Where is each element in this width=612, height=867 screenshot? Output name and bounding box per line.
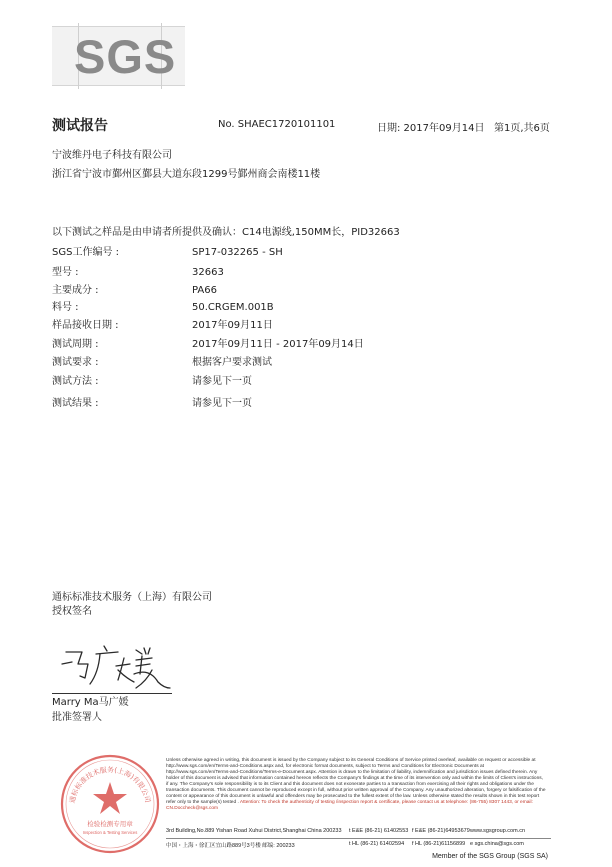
- page-indicator: 第1页,共6页: [494, 123, 550, 134]
- sample-intro: 以下测试之样品是由申请者所提供及确认：C14电源线,150MM长，PID32663: [52, 227, 400, 238]
- field-label: 测试要求 :: [52, 357, 99, 368]
- field-label: 样品接收日期 :: [52, 320, 119, 331]
- field-value: 32663: [192, 267, 224, 278]
- signer-title: 批准签署人: [52, 712, 102, 723]
- field-value: 请参见下一页: [192, 376, 252, 387]
- stamp-en-text: Inspection & Testing Services: [82, 830, 138, 835]
- fax-hl: f HL (86-21)61156899: [412, 841, 466, 847]
- tel-hl: t HL (86-21) 61402594: [349, 841, 405, 847]
- footer-disclaimer: [166, 758, 546, 812]
- authorized-signature-label: 授权签名: [52, 606, 92, 617]
- report-number: No. SHAEC1720101101: [218, 119, 336, 130]
- email: e sgs.china@sgs.com: [470, 841, 524, 847]
- field-value: PA66: [192, 285, 217, 296]
- address-cn: 中国・上海・徐汇区宜山路889号3号楼 邮编: 200233: [166, 843, 295, 849]
- handwritten-signature: [52, 640, 172, 692]
- stamp-arc-text: 通标标准技术服务(上海)有限公司: [68, 765, 152, 804]
- website: www.sgsgroup.com.cn: [470, 828, 526, 834]
- footer-rule: [166, 838, 551, 839]
- sgs-member-note: Member of the SGS Group (SGS SA): [432, 853, 548, 860]
- field-value: 请参见下一页: [192, 398, 252, 409]
- field-label: 测试周期 :: [52, 339, 99, 350]
- field-label: 主要成分 :: [52, 285, 99, 296]
- client-address: 浙江省宁波市鄞州区鄞县大道东段1299号鄞州商会南楼11楼: [52, 169, 321, 180]
- client-name: 宁波维丹电子科技有限公司: [52, 150, 172, 161]
- official-stamp-seal: [58, 752, 162, 856]
- field-value: SP17-032265 - SH: [192, 247, 283, 258]
- field-label: 型号 :: [52, 267, 79, 278]
- field-label: 测试结果 :: [52, 398, 99, 409]
- sgs-logo: [52, 26, 185, 86]
- disclaimer-text: Unless otherwise agreed in writing, this document is issued by the Company subject to its General Conditions of Service printed overleaf, available on request or accessible at http://www.sgs.com/en/Terms-and-Conditions.aspx and, for electronic format documents, subject to Terms and Conditions for Electronic Documents at http://www.sgs.com/en/Terms-and-Conditions/Terms-e-Document.aspx. Attention is drawn to the limitation of liability, indemnification and jurisdiction issues defined therein. Any holder of this document is advised that information contained hereon reflects the Company's findings at the time of its intervention only and within the limits of Client's instructions, if any. The Company's sole responsibility is to its Client and this document does not exonerate parties to a transaction from exercising all their rights and obligations under the transaction documents. This document cannot be reproduced except in full, without prior written approval of the Company. Any unauthorized alteration, forgery or falsification of the content or appearance of this document is unlawful and offenders may be prosecuted to the fullest extent of the law. Unless otherwise stated the results shown in this test report refer only to the sample(s) tested .: [166, 758, 546, 805]
- logo-text: SGS: [74, 30, 177, 83]
- report-date: 日期: 2017年09月14日: [377, 123, 485, 134]
- field-label: 料号 :: [52, 302, 79, 313]
- field-label: 测试方法 :: [52, 376, 99, 387]
- field-value: 50.CRGEM.001B: [192, 302, 274, 313]
- field-label: SGS工作编号 :: [52, 247, 119, 258]
- field-value: 2017年09月11日: [192, 320, 273, 331]
- field-value: 2017年09月11日 - 2017年09月14日: [192, 339, 364, 350]
- authenticity-attention: Attention: To check the authenticity of testing /inspection report & certificate, please contact us at telephone: (86-755) 8307 1443, or email: CN.Doccheck@sgs.com: [166, 800, 533, 811]
- address-en: 3rd Building,No.889 Yishan Road Xuhui District,Shanghai China 200233: [166, 828, 342, 834]
- signer-name: Marry Ma马广媛: [52, 697, 129, 708]
- stamp-center-text: 检验检测专用章: [87, 820, 133, 828]
- tel-ee: t E&E (86-21) 61402553: [349, 828, 409, 834]
- fax-ee: f E&E (86-21)64953679: [412, 828, 470, 834]
- signature-line: [52, 693, 172, 694]
- report-title: 测试报告: [52, 118, 108, 134]
- issuer-company: 通标标准技术服务（上海）有限公司: [52, 592, 212, 603]
- field-value: 根据客户要求测试: [192, 357, 272, 368]
